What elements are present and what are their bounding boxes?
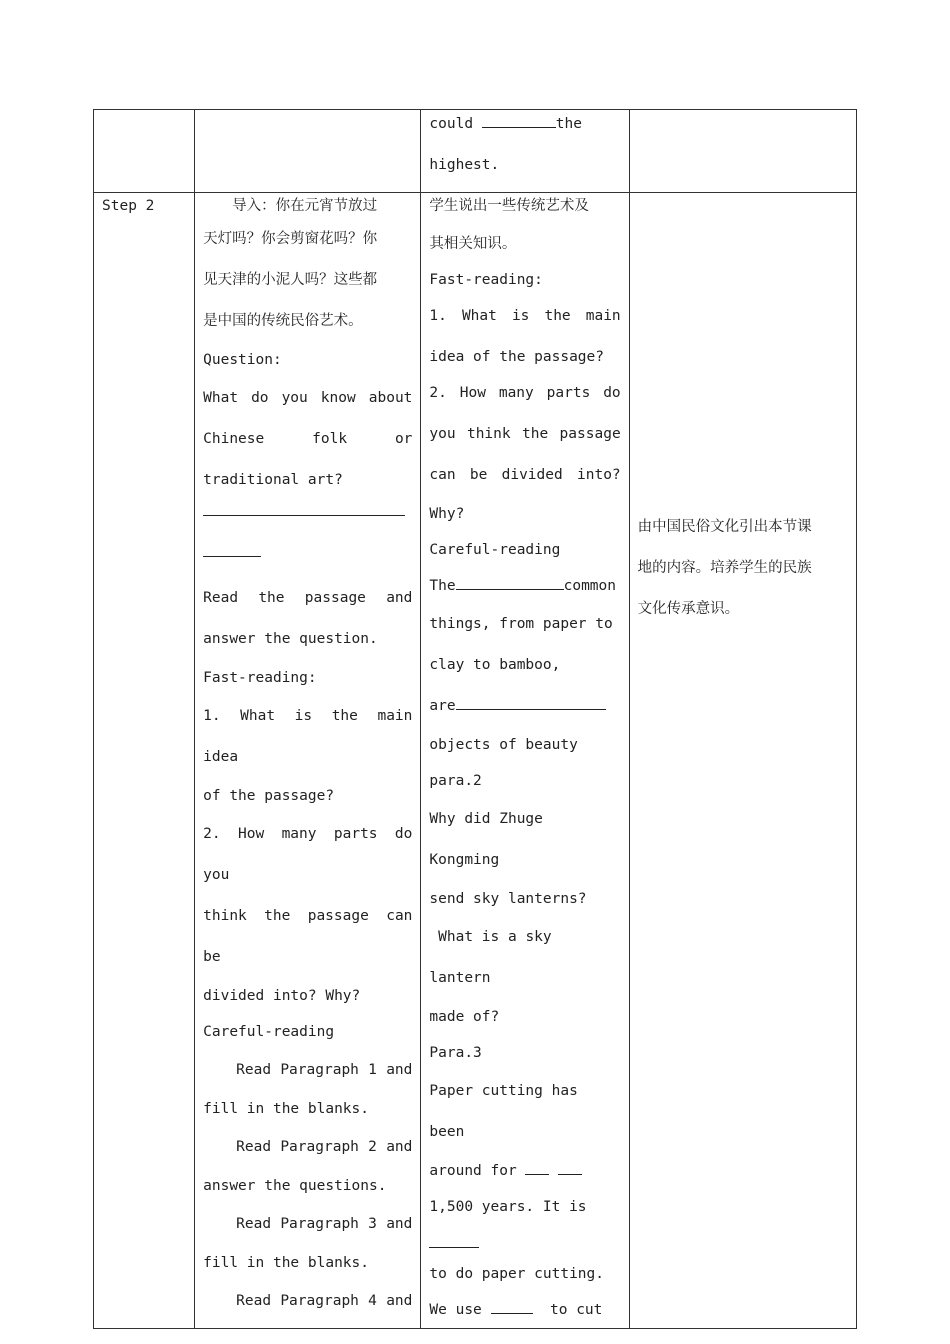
instruction-line: answer the question. bbox=[203, 631, 378, 647]
intro-line: 天灯吗？你会剪窗花吗？你 bbox=[203, 231, 378, 247]
answer-blank-line bbox=[203, 501, 412, 542]
design-intent-line: 地的内容。培养学生的民族 bbox=[637, 560, 812, 576]
question-line: divided into? Why? bbox=[203, 988, 361, 1004]
passage-line: things, from paper to bbox=[429, 616, 613, 632]
task-line: fill in the blanks. bbox=[203, 1255, 369, 1271]
step-cell bbox=[94, 193, 195, 1329]
fast-reading-label: Fast-reading: bbox=[429, 272, 543, 288]
teacher-activity-cell bbox=[195, 193, 421, 1329]
question-line: can be divided into? bbox=[429, 467, 621, 483]
question-line: idea of the passage? bbox=[429, 349, 605, 365]
question-line: What is a sky lantern bbox=[429, 929, 561, 986]
table-row bbox=[94, 110, 857, 193]
intro-line: 导入：你在元宵节放过 bbox=[203, 198, 378, 214]
question-line: traditional art? bbox=[203, 472, 343, 488]
question-line: 2. How many parts do bbox=[429, 385, 621, 401]
fill-blank bbox=[456, 695, 606, 710]
question-line: What do you know about bbox=[203, 390, 413, 406]
task-line: Read Paragraph 4 and bbox=[236, 1293, 413, 1309]
task-line: fill in the blanks. bbox=[203, 1101, 369, 1117]
design-intent-line: 由中国民俗文化引出本节课 bbox=[637, 519, 812, 535]
text-we-use: We use bbox=[429, 1302, 482, 1318]
question-line: Chinese folk or bbox=[203, 431, 413, 447]
task-line: Read Paragraph 2 and bbox=[236, 1139, 413, 1155]
design-intent-cell bbox=[629, 193, 856, 1329]
teacher-activity-cell bbox=[195, 110, 421, 193]
question-label: Question: bbox=[203, 352, 282, 368]
text-around-for: around for bbox=[429, 1163, 517, 1179]
text-could: could bbox=[429, 116, 482, 132]
student-activity-cell bbox=[421, 193, 629, 1329]
para-label: para.2 bbox=[429, 773, 482, 789]
question-line: made of? bbox=[429, 1009, 500, 1025]
step-cell bbox=[94, 110, 195, 193]
question-line: send sky lanterns? bbox=[429, 891, 587, 907]
task-line: Read Paragraph 1 and bbox=[236, 1062, 413, 1078]
question-line: you think the passage bbox=[429, 426, 621, 442]
text-the: The bbox=[429, 578, 456, 594]
passage-line: clay to bamboo, bbox=[429, 657, 561, 673]
text-common: common bbox=[563, 578, 616, 594]
intro-line: 是中国的传统民俗艺术。 bbox=[203, 313, 363, 329]
question-line: 1. What is the main bbox=[429, 308, 621, 324]
careful-reading-label: Careful-reading bbox=[203, 1024, 335, 1040]
question-line: Why? bbox=[429, 506, 465, 522]
passage-line: Paper cutting has been bbox=[429, 1083, 587, 1140]
question-line: 1. What is the main idea bbox=[203, 708, 422, 765]
task-line: Read Paragraph 3 and bbox=[236, 1216, 413, 1232]
lesson-plan-table bbox=[93, 109, 857, 1329]
instruction-line: Read the passage and bbox=[203, 590, 413, 606]
fill-blank bbox=[482, 113, 556, 128]
fill-blank bbox=[558, 1160, 582, 1175]
text-to-cut: to cut bbox=[550, 1302, 603, 1318]
student-activity-cell bbox=[421, 110, 629, 193]
intro-line: 见天津的小泥人吗？这些都 bbox=[203, 272, 378, 288]
step-label: Step 2 bbox=[102, 198, 155, 214]
fast-reading-label: Fast-reading: bbox=[203, 670, 317, 686]
text-the: the bbox=[555, 116, 582, 132]
question-line: 2. How many parts do you bbox=[203, 826, 422, 883]
passage-line: to do paper cutting. bbox=[429, 1266, 605, 1282]
fill-blank bbox=[456, 575, 564, 590]
passage-line: 1,500 years. It is bbox=[429, 1199, 587, 1215]
answer-blank-line bbox=[203, 542, 412, 578]
question-line: Why did Zhuge Kongming bbox=[429, 811, 552, 868]
text-highest: highest. bbox=[429, 157, 500, 173]
student-intro-line: 其相关知识。 bbox=[429, 236, 517, 252]
fill-blank bbox=[525, 1160, 549, 1175]
para-label: Para.3 bbox=[429, 1045, 482, 1061]
careful-reading-label: Careful-reading bbox=[429, 542, 561, 558]
text-are: are bbox=[429, 698, 456, 714]
design-intent-cell bbox=[629, 110, 856, 193]
student-intro-line: 学生说出一些传统艺术及 bbox=[429, 198, 589, 214]
question-line: of the passage? bbox=[203, 788, 335, 804]
design-intent-line: 文化传承意识。 bbox=[637, 601, 740, 617]
passage-line: objects of beauty bbox=[429, 737, 578, 753]
fill-blank bbox=[491, 1299, 533, 1314]
task-line: answer the questions. bbox=[203, 1178, 387, 1194]
question-line: think the passage can be bbox=[203, 908, 422, 965]
table-row bbox=[94, 193, 857, 1329]
